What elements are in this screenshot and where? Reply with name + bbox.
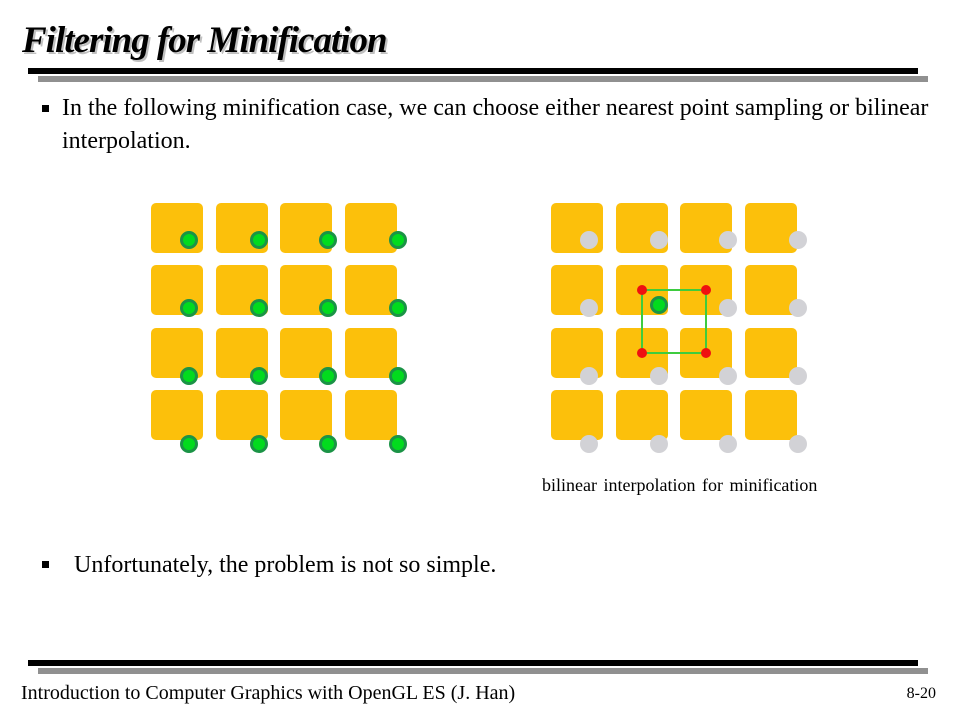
texel-sample-gray-dot: [789, 367, 807, 385]
texel-sample-gray-dot: [719, 367, 737, 385]
texel-sample-gray-dot: [650, 231, 668, 249]
sample-point-green-dot: [319, 231, 337, 249]
sample-point-green-dot: [389, 367, 407, 385]
texel-square: [345, 203, 397, 253]
sample-point-green-dot: [180, 367, 198, 385]
texel-sample-gray-dot: [580, 231, 598, 249]
minification-sample-green-dot: [650, 296, 668, 314]
slide-page-number: 8-20: [906, 685, 936, 702]
sample-point-green-dot: [319, 435, 337, 453]
diagram-caption: bilinear interpolation for minification: [542, 475, 818, 495]
bilinear-corner-red-dot: [637, 285, 647, 295]
footer-course-title: Introduction to Computer Graphics with OpenGL ES (J. Han): [21, 682, 516, 704]
bilinear-corner-red-dot: [637, 348, 647, 358]
texel-sample-gray-dot: [650, 367, 668, 385]
texel-sample-gray-dot: [719, 299, 737, 317]
sample-point-green-dot: [250, 299, 268, 317]
bilinear-corner-red-dot: [701, 348, 711, 358]
texel-square: [551, 390, 603, 440]
texel-square: [345, 328, 397, 378]
bullet-square-icon: [42, 105, 49, 112]
title-rule-black: [28, 68, 918, 74]
texel-sample-gray-dot: [580, 367, 598, 385]
title-rule-gray: [38, 76, 928, 82]
sample-point-green-dot: [250, 231, 268, 249]
sample-point-green-dot: [180, 231, 198, 249]
bullet-square-icon: [42, 561, 49, 568]
footer-rule-black: [28, 660, 918, 666]
texel-square: [151, 390, 203, 440]
sample-point-green-dot: [180, 435, 198, 453]
texel-sample-gray-dot: [580, 299, 598, 317]
texel-square: [745, 328, 797, 378]
texel-square: [616, 390, 668, 440]
sample-point-green-dot: [389, 299, 407, 317]
texel-sample-gray-dot: [789, 231, 807, 249]
texel-square: [345, 390, 397, 440]
bullet-text-minification-case: In the following minification case, we can choose either nearest point sampling or bilinear interpolation.: [62, 95, 929, 154]
sample-point-green-dot: [250, 367, 268, 385]
sample-point-green-dot: [180, 299, 198, 317]
texel-square: [216, 390, 268, 440]
texel-sample-gray-dot: [789, 435, 807, 453]
slide-title: Filtering for Minification: [22, 20, 387, 61]
footer-rule-gray: [38, 668, 928, 674]
texel-sample-gray-dot: [650, 435, 668, 453]
bullet-text-not-simple: Unfortunately, the problem is not so simple.: [74, 552, 497, 578]
sample-point-green-dot: [389, 231, 407, 249]
texel-sample-gray-dot: [719, 435, 737, 453]
sample-point-green-dot: [389, 435, 407, 453]
sample-point-green-dot: [319, 367, 337, 385]
texel-square: [745, 390, 797, 440]
texel-square: [680, 390, 732, 440]
sample-point-green-dot: [250, 435, 268, 453]
texel-sample-gray-dot: [719, 231, 737, 249]
texel-sample-gray-dot: [789, 299, 807, 317]
texel-sample-gray-dot: [580, 435, 598, 453]
texel-square: [745, 203, 797, 253]
texel-square: [280, 390, 332, 440]
sample-point-green-dot: [319, 299, 337, 317]
